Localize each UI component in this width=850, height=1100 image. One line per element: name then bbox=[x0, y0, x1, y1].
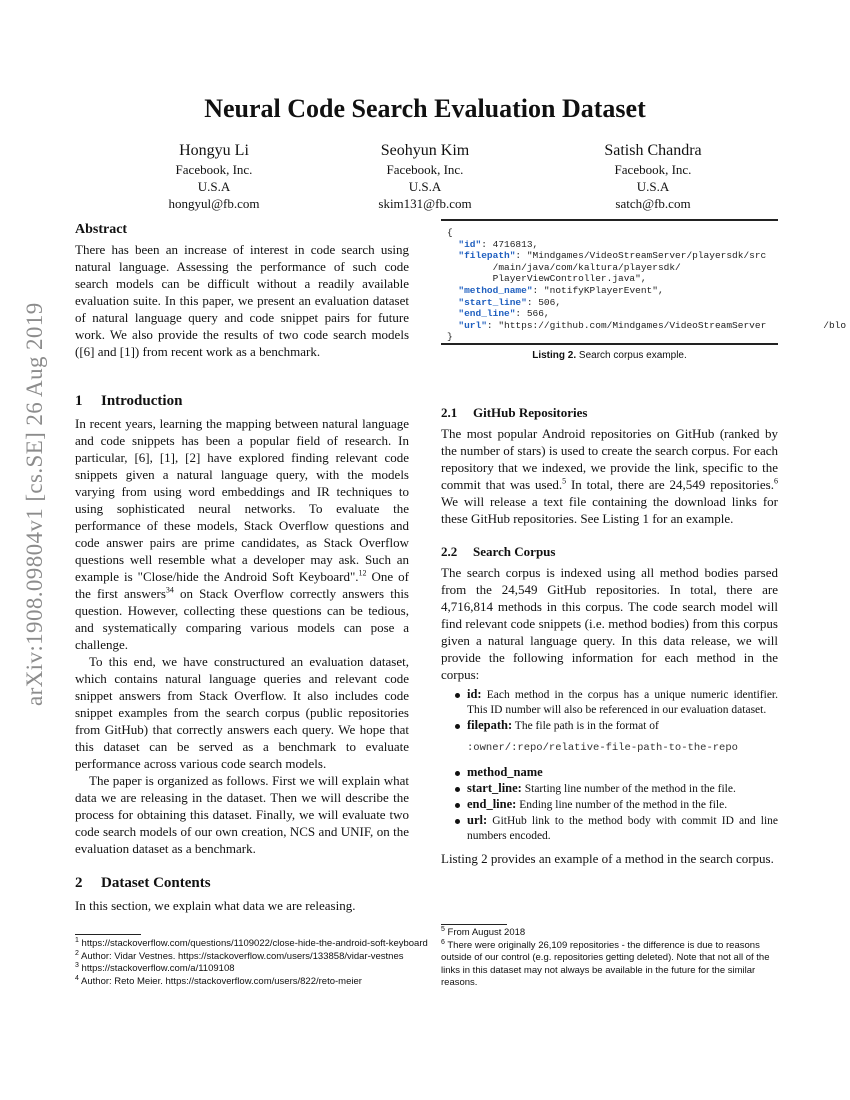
author-email: skim131@fb.com bbox=[378, 196, 472, 211]
field-name: url: bbox=[467, 813, 488, 827]
code-listing bbox=[441, 219, 847, 345]
field-name: end_line: bbox=[467, 797, 517, 811]
section-heading-dataset-contents bbox=[75, 875, 409, 892]
text-run: In recent years, learning the mapping between natural language and code snippets has been a popular field of research. In particular, [6], [1], [2] have explored finding relevant code snippets given a natural language query, with the models varying from using word embeddings and IR techniques to using sophisticated neural networks. To evaluate the performance of these models, Stack Overflow questions and code answer pairs are prime candidates, as Stack Overflow questions well resemble what a developer may ask. Such an example is "Close/hide the Android Soft Keyboard". bbox=[75, 416, 409, 584]
caption-text: Search corpus example. bbox=[576, 350, 687, 361]
json-value: : "Mindgames/VideoStreamServer/playersdk/src bbox=[515, 250, 767, 262]
arxiv-identifier: arXiv:1908.09804v1 [cs.SE] 26 Aug 2019 bbox=[22, 302, 47, 706]
json-key: "end_line" bbox=[458, 308, 516, 320]
author-affiliation: Facebook, Inc. bbox=[386, 162, 464, 177]
footnote bbox=[75, 963, 455, 976]
footnotes-right bbox=[441, 927, 778, 990]
json-value: PlayerViewController.java", bbox=[458, 273, 647, 285]
github-paragraph bbox=[441, 425, 778, 527]
footnote-text: https://stackoverflow.com/a/1109108 bbox=[78, 963, 235, 975]
footnote-marker: 34 bbox=[165, 585, 174, 595]
section-number: 1 bbox=[75, 393, 83, 409]
json-key: "id" bbox=[458, 238, 482, 250]
json-value: : "notifyKPlayerEvent", bbox=[532, 284, 664, 296]
author-block bbox=[553, 141, 753, 212]
right-column bbox=[441, 404, 778, 867]
paper-title: Neural Code Search Evaluation Dataset bbox=[204, 94, 646, 123]
author-name: Hongyu Li bbox=[179, 142, 249, 159]
subsection-heading-search-corpus bbox=[441, 543, 778, 560]
caption-label: Listing 2. bbox=[532, 350, 577, 361]
code-line: } bbox=[447, 331, 453, 343]
list-item bbox=[467, 797, 778, 813]
abstract-heading: Abstract bbox=[75, 222, 128, 237]
list-item bbox=[467, 765, 778, 781]
list-item bbox=[467, 718, 778, 734]
field-name: start_line: bbox=[467, 781, 522, 795]
code-line: { bbox=[447, 227, 453, 238]
code-line bbox=[441, 250, 778, 262]
json-value: : "https://github.com/Mindgames/VideoStreamServer /blo bbox=[486, 319, 847, 331]
field-desc: Ending line number of the method in the file. bbox=[516, 799, 728, 811]
code-line bbox=[441, 319, 847, 332]
text-run: In total, there are 24,549 repositories. bbox=[566, 477, 774, 492]
author-country: U.S.A bbox=[636, 179, 670, 194]
list-item bbox=[467, 781, 778, 797]
field-list bbox=[441, 765, 778, 844]
author-affiliation: Facebook, Inc. bbox=[614, 162, 692, 177]
subsection-title: GitHub Repositories bbox=[473, 405, 588, 420]
author-affiliation: Facebook, Inc. bbox=[175, 162, 253, 177]
section-title: Introduction bbox=[101, 393, 183, 409]
json-value: : 506, bbox=[526, 296, 562, 308]
footnote bbox=[441, 927, 778, 940]
field-desc: Starting line number of the method in the file. bbox=[521, 783, 736, 795]
json-key: "filepath" bbox=[458, 250, 516, 262]
code-line bbox=[441, 273, 778, 285]
code-line bbox=[441, 239, 778, 251]
subsection-number: 2.1 bbox=[441, 405, 458, 420]
footnote-marker: 6 bbox=[774, 476, 778, 486]
footnote-number: 2 bbox=[75, 949, 79, 957]
author-block bbox=[325, 141, 525, 212]
footnote-text: From August 2018 bbox=[444, 927, 526, 938]
text-run: One of the first answers bbox=[75, 569, 409, 601]
author-name: Satish Chandra bbox=[604, 142, 702, 159]
footnote-number: 5 bbox=[441, 925, 445, 933]
json-value: : 566, bbox=[515, 308, 550, 320]
list-item bbox=[467, 813, 778, 844]
author-email: satch@fb.com bbox=[615, 196, 691, 211]
footnote-number: 4 bbox=[75, 974, 79, 982]
author-email: hongyul@fb.com bbox=[168, 196, 260, 211]
corpus-closing-text: Listing 2 provides an example of a method in the search corpus. bbox=[441, 851, 774, 866]
filepath-format-code: :owner/:repo/relative-file-path-to-the-repo bbox=[467, 742, 738, 754]
footnote-number: 3 bbox=[75, 962, 79, 970]
author-country: U.S.A bbox=[408, 179, 442, 194]
footnote-text: https://stackoverflow.com/questions/1109022/close-hide-the-android-soft-keyboard bbox=[78, 938, 428, 949]
field-desc: GitHub link to the method body with commit ID and line numbers encoded. bbox=[467, 815, 778, 842]
subsection-number: 2.2 bbox=[441, 544, 458, 559]
footnote-number: 1 bbox=[75, 936, 79, 944]
intro-paragraph-1 bbox=[75, 415, 409, 653]
json-key: "start_line" bbox=[458, 296, 527, 308]
text-run: The most popular Android repositories on GitHub (ranked by the number of stars) is used to create the search corpus. For each repository that we indexed, we provide the link, specific to the commit that was used. bbox=[441, 426, 778, 492]
code-line bbox=[441, 262, 778, 274]
code-line bbox=[441, 285, 778, 297]
json-value: /main/java/com/kaltura/playersdk/ bbox=[458, 261, 681, 273]
field-desc: The file path is in the format of bbox=[512, 720, 659, 732]
footnote-text: Author: Reto Meier. https://stackoverflow.com/users/822/reto-meier bbox=[78, 975, 362, 987]
footnote-marker: 12 bbox=[358, 568, 367, 578]
listing-caption bbox=[441, 350, 778, 361]
subsection-heading-github bbox=[441, 404, 778, 421]
json-key: "url" bbox=[458, 319, 487, 331]
corpus-paragraph: The search corpus is indexed using all method bodies parsed from the 24,549 GitHub repositories. In total, there are 4,716,814 methods in this corpus. The code search model will find relevant code snippets (i.e. method bodies) from this corpus given a natural language query. In this data release, we will provide the following information for each method in the corpus: bbox=[441, 565, 778, 682]
field-name: filepath: bbox=[467, 718, 513, 732]
intro-paragraph-2: To this end, we have constructured an evaluation dataset, which contains natural language queries and relevant code snippet answers from Stack Overflow. It also includes code snippet examples from the search corpus (public repositories from GitHub) that correctly answers each query. We hope that this dataset can be served as a benchmark to evaluate performance across various code search models. bbox=[75, 654, 409, 771]
json-key: "method_name" bbox=[458, 284, 533, 296]
field-list bbox=[441, 687, 778, 734]
dataset-intro-text: In this section, we explain what data we are releasing. bbox=[75, 898, 356, 913]
author-name: Seohyun Kim bbox=[380, 142, 470, 159]
list-item bbox=[467, 687, 778, 718]
footnote-divider bbox=[441, 924, 507, 925]
footnote bbox=[441, 940, 778, 990]
footnote-number: 6 bbox=[441, 938, 445, 946]
left-column bbox=[75, 221, 409, 914]
field-name: method_name bbox=[467, 765, 543, 779]
field-name: id: bbox=[467, 687, 482, 701]
footnotes-left bbox=[75, 938, 455, 988]
footnote-marker: 5 bbox=[562, 476, 567, 486]
section-heading-introduction bbox=[75, 393, 409, 410]
code-line bbox=[441, 308, 778, 320]
code-line bbox=[441, 297, 778, 309]
footnote-text: There were originally 26,109 repositories - the difference is due to reasons outside of our control (e.g. repositories getting deleted). Note that not all of the links in this dataset may not always be available in the future for the similar reasons. bbox=[441, 939, 770, 989]
json-value: : 4716813, bbox=[481, 238, 539, 250]
footnote-text: Author: Vidar Vestnes. https://stackoverflow.com/users/133858/vidar-vestnes bbox=[78, 950, 404, 962]
intro-paragraph-3: The paper is organized as follows. First we will explain what data we are releasing in the dataset. Then we will describe the process for obtaining this dataset. Finally, we will evaluate two code search models of our own creation, NCS and UNIF, on the evaluation dataset as a benchmark. bbox=[75, 773, 409, 856]
text-run: on Stack Overflow correctly answers this question. However, collecting these questions can be tedious, and systematically comparing various models can pose a challenge. bbox=[75, 586, 409, 652]
abstract-text: There has been an increase of interest in code search using natural language. Assessing the performance of such code search models can be difficult without a readily available evaluation suite. In this paper, we present an evaluation dataset of natural language query and code snippet pairs for future work. We also provide the results of two code search models ([6] and [1]) from recent work as a benchmark. bbox=[75, 242, 409, 359]
footnote bbox=[75, 938, 455, 951]
text-run: We will release a text file containing the download links for these GitHub repositories. See Listing 1 for an example. bbox=[441, 494, 778, 526]
field-desc: Each method in the corpus has a unique numeric identifier. This ID number will also be referenced in our evaluation dataset. bbox=[467, 689, 778, 716]
section-title: Dataset Contents bbox=[101, 875, 211, 891]
author-block bbox=[114, 141, 314, 212]
author-country: U.S.A bbox=[197, 179, 231, 194]
footnote bbox=[75, 976, 455, 989]
footnote bbox=[75, 951, 455, 964]
section-number: 2 bbox=[75, 875, 83, 891]
footnote-divider bbox=[75, 934, 141, 935]
subsection-title: Search Corpus bbox=[473, 544, 556, 559]
